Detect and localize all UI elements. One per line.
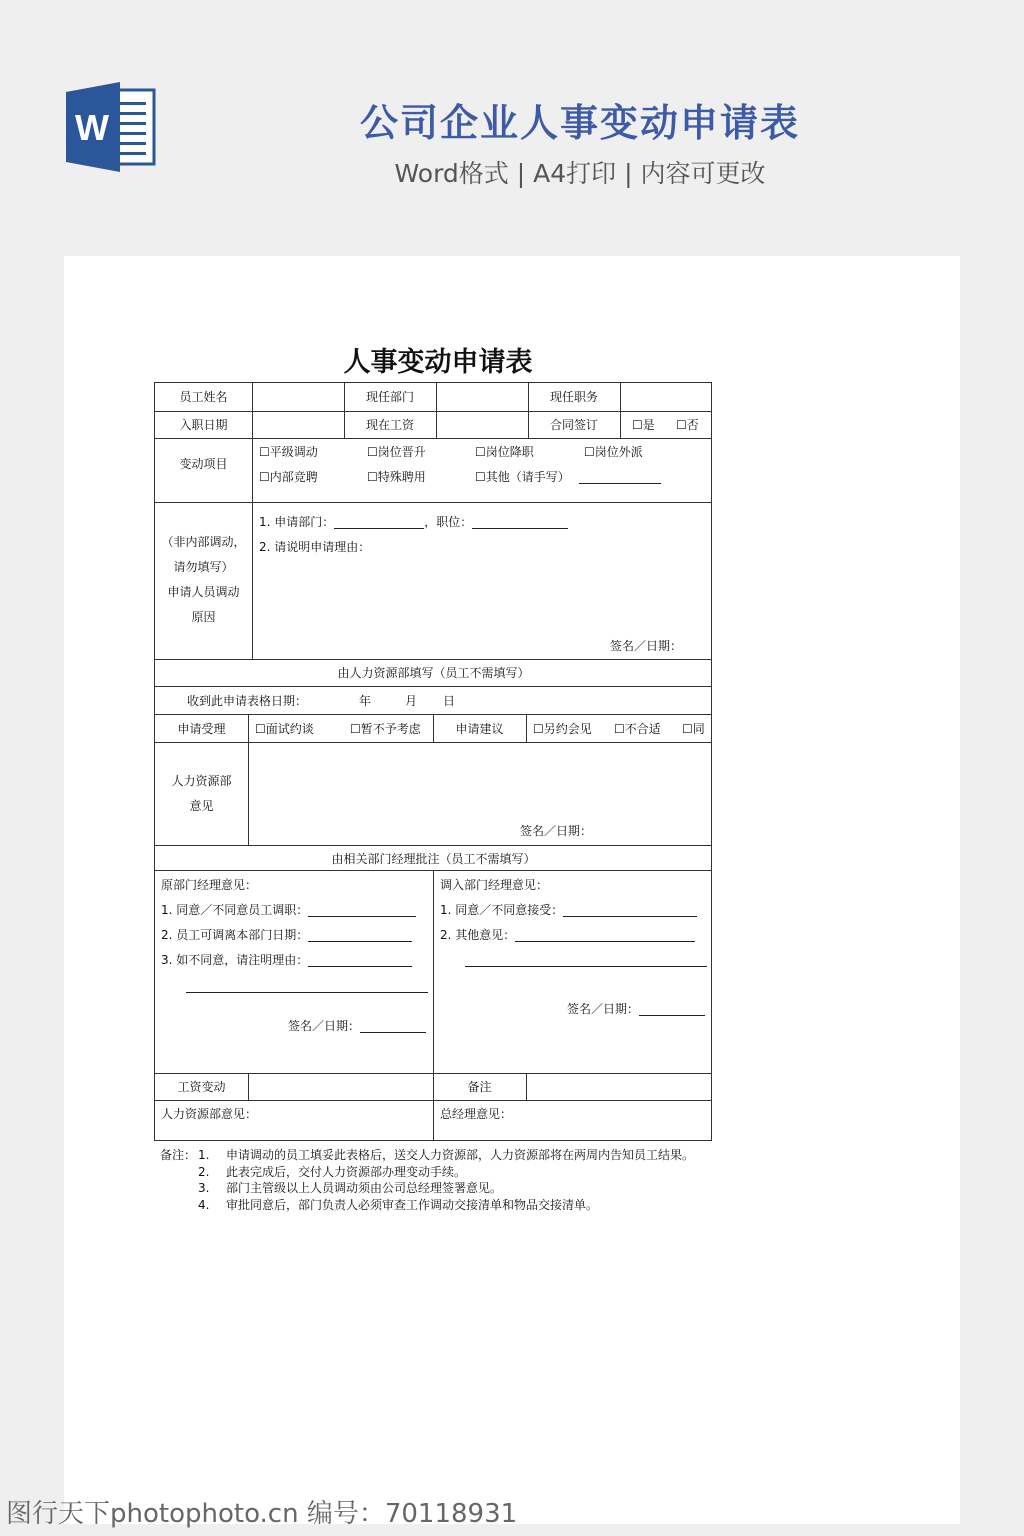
orig-mgr-item-2-blank[interactable] (308, 929, 412, 942)
document-page: 人事变动申请表 员工姓名 现任部门 现任职务 入职日期 现在工资 合同签订 ☐是 ☐否 变动项目 ☐平级调动 ☐岗位晋升 ☐岗位降职 ☐岗位外派 ☐内部竞聘 ☐特殊聘用 ☐其他（请手写） （非内部调动， 请勿填写） 申请人员调动 原因 1. 申请部门： ，职位： 2. 请说明申请理由： 签名／日期： 由人力资源部填写（员工不需填写） 收到此申请表格日期： 年 月 日 申请受理 ☐面试约谈 ☐暂不予考虑 申请建议 ☐另约会见 ☐不合适 ☐同 人力资源部 意见 签名／日期： 由相关部门经理批注（员工不需填写） 原部门经理意见： 1. 同意／不同意员工调职： 2. 员工可调离本部门日期： 3. 如不同意，请注明理由： 签名／日期： 调入部门经理意见： 1. 同意／不同意接受： 2. 其他意见： 签名／日期： 工资变动 备注 人力资源部意见： 总经理意见： 备注： 1. 申请调动的员工填妥此表格后，送交人力资源部，人力资源部将在两周内告知员工结果。 2. 此表完成后，交付人力资源部办理变动手续。 3. 部门主管级以上人员调动须由公司总经理签署意见。 4. 审批同意后，部门负责人必须审查工作调动交接清单和物品交接清单。 (64, 256, 960, 1524)
promo-subtitle: Word格式 | A4打印 | 内容可更改 (394, 159, 766, 188)
new-mgr-sign-blank[interactable] (639, 1003, 705, 1016)
hr-section-header: 由人力资源部填写（员工不需填写） (337, 666, 530, 680)
new-mgr-item-2-blank[interactable] (515, 929, 695, 942)
reason-item-1-mid: ，职位： (424, 515, 473, 529)
checkbox-promotion[interactable]: ☐岗位晋升 (367, 445, 426, 459)
label-change-items: 变动项目 (179, 457, 228, 471)
new-mgr-item-1-blank[interactable] (563, 904, 697, 917)
reason-label-line-4: 原因 (191, 610, 216, 624)
apply-dept-blank[interactable] (334, 516, 424, 529)
reason-item-2: 2. 请说明申请理由： (259, 540, 371, 554)
orig-mgr-item-2: 2. 员工可调离本部门日期： (161, 928, 412, 942)
checkbox-demotion[interactable]: ☐岗位降职 (475, 445, 534, 459)
promo-title: 公司企业人事变动申请表 (359, 101, 800, 145)
orig-mgr-sign: 签名／日期： (288, 1019, 426, 1033)
checkbox-lateral-transfer[interactable]: ☐平级调动 (259, 445, 318, 459)
checkbox-reschedule[interactable]: ☐另约会见 (533, 722, 592, 736)
reason-label-line-1: （非内部调动， (161, 535, 246, 549)
new-mgr-sign: 签名／日期： (567, 1002, 705, 1016)
checkbox-secondment[interactable]: ☐岗位外派 (584, 445, 643, 459)
hr-opinion-label-line-1: 人力资源部 (171, 774, 232, 788)
checkbox-contract-no[interactable]: ☐否 (676, 418, 699, 432)
notes-label: 备注： (160, 1148, 197, 1162)
checkbox-other[interactable]: ☐其他（请手写） (475, 470, 570, 484)
mgr-section-header: 由相关部门经理批注（员工不需填写） (331, 852, 536, 866)
label-application-suggestion: 申请建议 (455, 722, 504, 736)
label-employee-name: 员工姓名 (179, 390, 228, 404)
new-mgr-item-2: 2. 其他意见： (440, 928, 695, 942)
reason-label-line-3: 申请人员调动 (167, 585, 240, 599)
svg-text:W: W (75, 107, 109, 148)
word-logo-icon (64, 82, 156, 172)
orig-mgr-item-3: 3. 如不同意，请注明理由： (161, 953, 412, 967)
label-remark: 备注 (467, 1080, 492, 1094)
checkbox-agree[interactable]: ☐同 (682, 722, 705, 736)
orig-mgr-item-3-blank[interactable] (308, 954, 412, 967)
gm-opinion: 总经理意见： (440, 1107, 513, 1121)
hr-change-form-table (154, 382, 712, 1141)
watermark: 图行天下photophoto.cn 编号：70118931 (6, 1499, 518, 1529)
label-current-position: 现任职务 (549, 390, 598, 404)
orig-mgr-item-1: 1. 同意／不同意员工调职： (161, 903, 416, 917)
checkbox-not-considered[interactable]: ☐暂不予考虑 (350, 722, 421, 736)
checkbox-internal-competition[interactable]: ☐内部竞聘 (259, 470, 318, 484)
reason-sign: 签名／日期： (610, 639, 683, 653)
checkbox-contract-yes[interactable]: ☐是 (632, 418, 655, 432)
label-contract: 合同签订 (549, 418, 598, 432)
new-mgr-extra-blank[interactable] (465, 954, 707, 967)
hr-sign: 签名／日期： (520, 824, 593, 838)
reason-item-1 (259, 515, 568, 529)
received-date-label: 收到此申请表格日期： (187, 694, 308, 708)
label-hire-date: 入职日期 (179, 418, 228, 432)
hr-opinion-bottom: 人力资源部意见： (161, 1107, 258, 1121)
received-year: 年 (359, 694, 372, 708)
hr-opinion-label-line-2: 意见 (189, 799, 214, 813)
checkbox-special-hire[interactable]: ☐特殊聘用 (367, 470, 426, 484)
label-application-acceptance: 申请受理 (177, 722, 226, 736)
label-salary-change: 工资变动 (177, 1080, 226, 1094)
form-title: 人事变动申请表 (343, 347, 533, 378)
orig-mgr-reason-blank[interactable] (186, 980, 428, 993)
other-blank-line[interactable] (579, 471, 661, 484)
orig-mgr-title: 原部门经理意见： (161, 878, 258, 892)
reason-item-1-prefix: 1. 申请部门： (259, 515, 335, 529)
received-month: 月 (405, 694, 418, 708)
apply-position-blank[interactable] (472, 516, 568, 529)
label-current-dept: 现任部门 (365, 390, 414, 404)
received-day: 日 (443, 694, 456, 708)
new-mgr-title: 调入部门经理意见： (440, 878, 549, 892)
label-current-salary: 现在工资 (365, 418, 414, 432)
checkbox-unsuitable[interactable]: ☐不合适 (614, 722, 661, 736)
new-mgr-item-1: 1. 同意／不同意接受： (440, 903, 697, 917)
checkbox-interview[interactable]: ☐面试约谈 (255, 722, 314, 736)
reason-label-line-2: 请勿填写） (173, 560, 234, 574)
orig-mgr-sign-blank[interactable] (360, 1020, 426, 1033)
orig-mgr-item-1-blank[interactable] (308, 904, 416, 917)
